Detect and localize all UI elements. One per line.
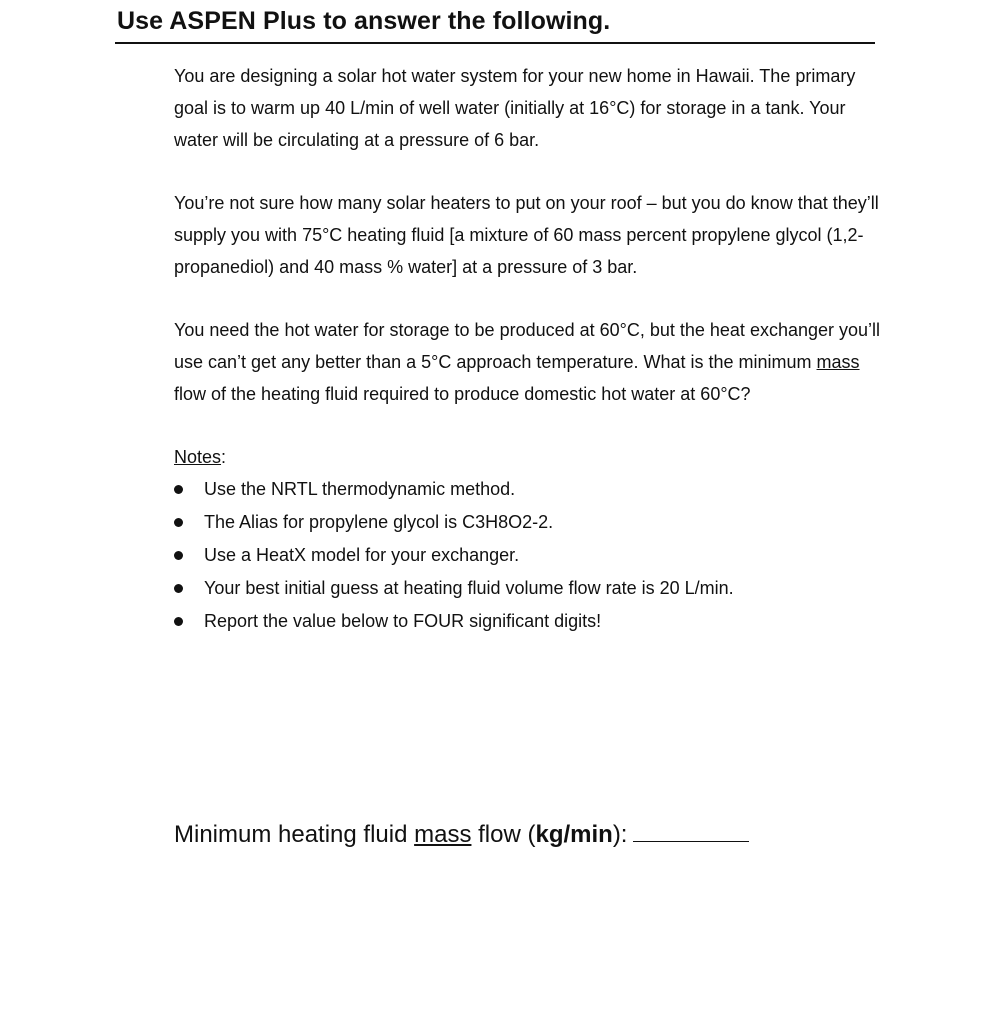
- title-underline-divider: [115, 42, 875, 44]
- answer-line: [174, 815, 749, 855]
- paragraph-3: [174, 314, 894, 410]
- answer-label-mid: flow (: [471, 821, 536, 848]
- notes-heading-line: [174, 441, 894, 473]
- paragraph-2: You’re not sure how many solar heaters to put on your roof – but you do know that they’ll supply you with 75°C heating fluid [a mixture of 60 mass percent propylene glycol (1,2-propanediol) and 40 mass % water] at a pressure of 3 bar.: [174, 193, 879, 277]
- page-title: Use ASPEN Plus to answer the following.: [117, 7, 611, 35]
- notes-list-item: [174, 506, 894, 539]
- answer-label-start: Minimum heating fluid: [174, 821, 415, 848]
- note-text: Use the NRTL thermodynamic method.: [204, 479, 516, 499]
- note-text: Report the value below to FOUR significant digits!: [204, 611, 602, 631]
- bullet-icon: [174, 485, 183, 494]
- note-text: The Alias for propylene glycol is C3H8O2-2.: [204, 512, 554, 532]
- answer-label-mass: mass: [414, 821, 472, 848]
- answer-units: kg/min: [535, 821, 613, 848]
- bullet-icon: [174, 584, 183, 593]
- note-text: Use a HeatX model for your exchanger.: [204, 545, 520, 565]
- note-text: Your best initial guess at heating fluid volume flow rate is 20 L/min.: [204, 578, 734, 598]
- bullet-icon: [174, 617, 183, 626]
- notes-heading: Notes: [174, 447, 222, 467]
- paragraph-3-start: You need the hot water for storage to be produced at 60°C, but the heat exchanger you’ll use can’t get any better than a 5°C approach temperature. What is the minimum: [174, 320, 881, 372]
- answer-label-end: ):: [612, 821, 628, 848]
- notes-heading-colon: :: [221, 447, 227, 467]
- paragraph-3-mass-emphasis: mass: [816, 352, 860, 372]
- bullet-icon: [174, 518, 183, 527]
- paragraph-3-end: flow of the heating fluid required to produce domestic hot water at 60°C?: [174, 384, 751, 404]
- notes-list-item: [174, 572, 894, 605]
- notes-list-item: [174, 539, 894, 572]
- notes-list: [174, 473, 894, 638]
- paragraph-1: You are designing a solar hot water system for your new home in Hawaii. The primary goal is to warm up 40 L/min of well water (initially at 16°C) for storage in a tank. Your water will be circulating at a pressure of 6 bar.: [174, 66, 856, 150]
- bullet-icon: [174, 551, 183, 560]
- problem-body: [174, 60, 894, 638]
- notes-list-item: [174, 473, 894, 506]
- notes-list-item: [174, 605, 894, 638]
- answer-blank-field[interactable]: [633, 819, 749, 842]
